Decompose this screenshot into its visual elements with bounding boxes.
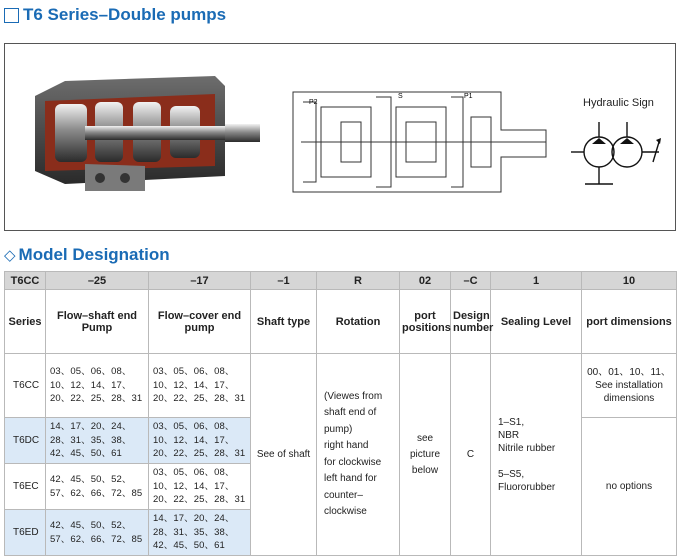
port-positions-line: see: [416, 432, 434, 444]
rotation-cell: [317, 354, 400, 556]
code-line: 57、62、66、72、85: [50, 533, 143, 545]
code-line: 42、45、50、52、: [50, 474, 132, 485]
code-cell: –25: [46, 272, 149, 290]
page-title-text: T6 Series–Double pumps: [23, 5, 227, 24]
code-cell: 02: [400, 272, 451, 290]
code-line: 42、45、50、61: [153, 540, 225, 552]
series-cell: T6ED: [5, 510, 46, 556]
shaft-end-codes: [46, 418, 149, 464]
column-header: Rotation: [317, 290, 400, 354]
rotation-line: counter–: [324, 489, 363, 501]
column-header: port dimensions: [582, 290, 677, 354]
code-line: 03、05、06、08、: [153, 421, 235, 433]
hydraulic-symbol-icon: [571, 112, 661, 192]
port-positions-line: below: [411, 464, 439, 476]
hydraulic-sign-label: Hydraulic Sign: [583, 97, 654, 109]
code-cell: –17: [149, 272, 251, 290]
code-row: [5, 272, 677, 290]
code-line: 03、05、06、08、: [50, 366, 132, 378]
rotation-line: (Viewes from: [324, 390, 383, 402]
column-header: Flow–shaft end Pump: [46, 290, 149, 354]
pump-section-drawing: [291, 82, 556, 200]
code-cell: –1: [251, 272, 317, 290]
port-label-p2: P2: [309, 99, 318, 106]
pump-cutaway-image: [25, 66, 265, 191]
code-line: 42、45、50、61: [50, 448, 122, 460]
port-dimensions-line: 00、01、10、11、: [587, 367, 671, 378]
rotation-line: for clockwise: [324, 456, 382, 468]
port-label-s: S: [398, 93, 403, 100]
sealing-line: NBR: [498, 429, 520, 441]
column-header: Shaft type: [251, 290, 317, 354]
port-positions-line: picture: [409, 448, 440, 460]
column-header: Series: [5, 290, 46, 354]
page-title: [4, 4, 226, 26]
code-line: 10、12、14、17、: [50, 379, 132, 391]
cover-end-codes: [149, 510, 251, 556]
column-header: port positions: [400, 290, 451, 354]
rotation-line: shaft end of: [324, 407, 377, 418]
rotation-line: left hand for: [324, 473, 377, 484]
code-line: 14、17、20、24、: [50, 421, 132, 433]
figure-panel: [4, 43, 676, 231]
code-line: 57、62、66、72、85: [50, 487, 143, 499]
code-cell: T6CC: [5, 272, 46, 290]
code-line: 03、05、06、08、: [153, 467, 235, 479]
sealing-line: 1–S1,: [498, 416, 525, 428]
code-cell: –C: [451, 272, 491, 290]
design-number-cell: C: [451, 354, 491, 556]
code-line: 03、05、06、08、: [153, 366, 235, 378]
rotation-line: clockwise: [324, 506, 367, 517]
rotation-line: pump): [324, 423, 353, 435]
shaft-end-codes: [46, 510, 149, 556]
code-line: 28、31、35、38、: [153, 526, 235, 538]
code-line: 10、12、14、17、: [153, 379, 235, 391]
rotation-line: right hand: [324, 440, 369, 451]
series-cell: T6EC: [5, 464, 46, 510]
port-positions-cell: [400, 354, 451, 556]
code-line: 20、22、25、28、31: [153, 494, 246, 506]
cover-end-codes: [149, 464, 251, 510]
sealing-line: Fluororubber: [498, 481, 556, 493]
table-row: [5, 354, 677, 418]
cover-end-codes: [149, 418, 251, 464]
code-line: 20、22、25、28、31: [153, 448, 246, 460]
code-line: 20、22、25、28、31: [153, 393, 246, 405]
shaft-end-codes: [46, 464, 149, 510]
code-line: 42、45、50、52、: [50, 520, 132, 531]
port-dimensions-options-cell: no options: [582, 418, 677, 556]
section-title-text: Model Designation: [18, 245, 170, 264]
port-dimensions-cell: [582, 354, 677, 418]
diamond-bullet-icon: ◇: [4, 247, 16, 264]
series-cell: T6DC: [5, 418, 46, 464]
code-cell: 1: [491, 272, 582, 290]
shaft-end-codes: [46, 354, 149, 418]
port-label-p1: P1: [464, 93, 473, 100]
shaft-type-cell: See of shaft: [251, 354, 317, 556]
sealing-line: Nitrile rubber: [498, 442, 556, 454]
code-line: 10、12、14、17、: [153, 434, 235, 446]
code-line: 14、17、20、24、: [153, 513, 235, 525]
port-dimensions-line: dimensions: [603, 393, 655, 404]
code-line: 20、22、25、28、31: [50, 393, 143, 405]
code-line: 28、31、35、38、: [50, 434, 132, 446]
section-title: [4, 244, 170, 266]
header-row: [5, 290, 677, 354]
code-cell: 10: [582, 272, 677, 290]
column-header: Design number: [451, 290, 491, 354]
port-dimensions-line: See installation: [595, 380, 663, 391]
code-line: 10、12、14、17、: [153, 480, 235, 492]
code-cell: R: [317, 272, 400, 290]
sealing-line: 5–S5,: [498, 468, 525, 480]
square-bullet-icon: [4, 8, 19, 23]
cover-end-codes: [149, 354, 251, 418]
sealing-level-cell: [491, 354, 582, 556]
sealing-spacer: [498, 455, 581, 468]
series-cell: T6CC: [5, 354, 46, 418]
column-header: Flow–cover end pump: [149, 290, 251, 354]
column-header: Sealing Level: [491, 290, 582, 354]
model-designation-table: [4, 271, 677, 556]
